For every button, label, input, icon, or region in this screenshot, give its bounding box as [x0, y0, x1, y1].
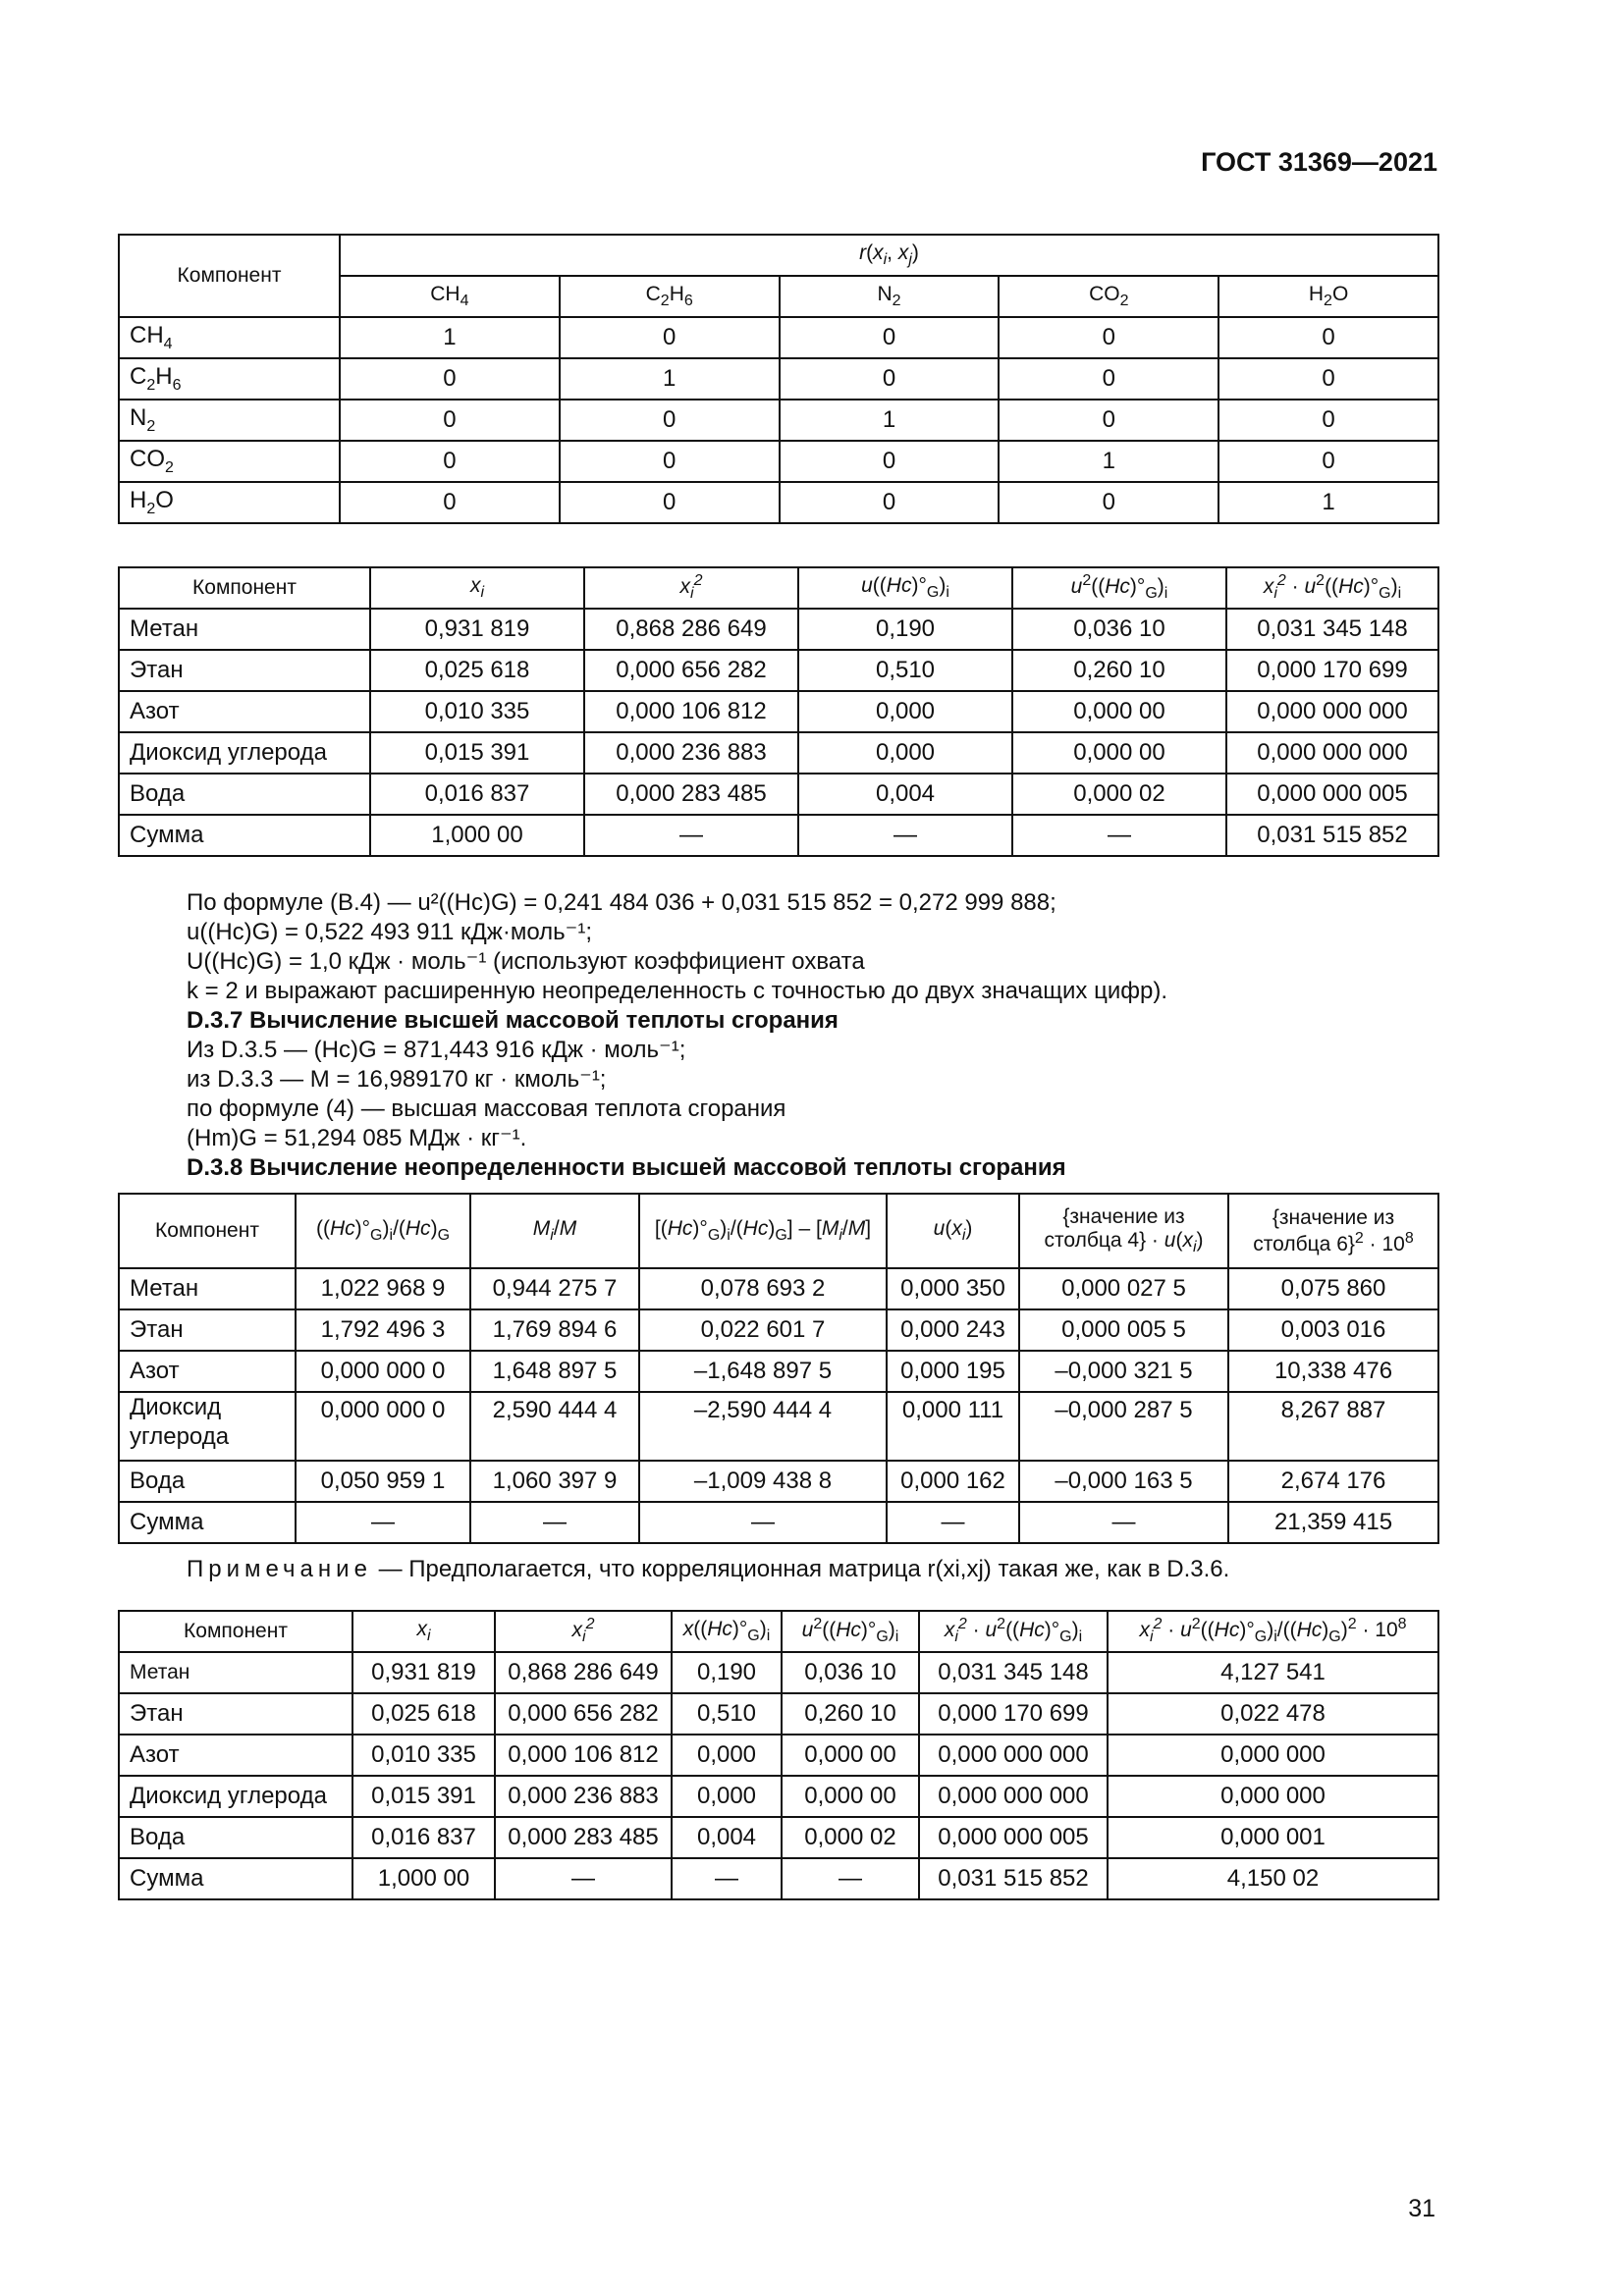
cell: 1,000 00	[352, 1858, 495, 1899]
cell: 0,000 000 005	[1226, 774, 1438, 815]
cell: 0,000 195	[887, 1351, 1019, 1392]
note-label: Примечание	[187, 1556, 372, 1582]
cell: 0,031 345 148	[1226, 609, 1438, 650]
cell: 0,000 111	[887, 1392, 1019, 1461]
table-row	[119, 1309, 1438, 1351]
column-header: $x_i^2 \cdot u^2((Hc)^\circ_G)_i/((Hc)_G)^2 \cdot 10^8$	[1108, 1611, 1438, 1652]
cell: –1,648 897 5	[639, 1351, 887, 1392]
uncertainty-table-molar	[118, 566, 1439, 857]
cell: 0,025 618	[352, 1693, 495, 1735]
cell: Азот	[119, 1351, 296, 1392]
table-row	[119, 1351, 1438, 1392]
cell: 4,150 02	[1108, 1858, 1438, 1899]
column-header: {значение из столбца $6\}^2 \cdot 10^8$	[1228, 1194, 1438, 1268]
cell: 0	[999, 400, 1218, 441]
cell: 0,000 656 282	[495, 1693, 672, 1735]
document-header: ГОСТ 31369—2021	[1201, 147, 1437, 177]
cell: 0,000 106 812	[495, 1735, 672, 1776]
cell: —	[798, 815, 1012, 856]
cell: 0	[1218, 358, 1438, 400]
text-line: По формуле (В.4) — u²((Hc)G) = 0,241 484 036 + 0,031 515 852 = 0,272 999 888;	[187, 889, 1056, 916]
text-line: по формуле (4) — высшая массовая теплота сгорания	[187, 1095, 786, 1122]
cell: 0,944 275 7	[470, 1268, 639, 1309]
cell: 0,000 000 005	[919, 1817, 1108, 1858]
cell: 0,004	[798, 774, 1012, 815]
column-header: $x_i^2$	[495, 1611, 672, 1652]
cell: 1	[999, 441, 1218, 482]
table-row	[119, 441, 1438, 482]
cell: 0,000 283 485	[584, 774, 798, 815]
table-row	[119, 1461, 1438, 1502]
cell: 0,000 00	[1012, 732, 1226, 774]
cell: 0	[560, 400, 780, 441]
cell: 1	[1218, 482, 1438, 523]
cell: 0,000 283 485	[495, 1817, 672, 1858]
cell: —	[470, 1502, 639, 1543]
cell: 0,000 00	[782, 1776, 919, 1817]
column-header: $N_2$	[780, 276, 1000, 317]
column-header: $x_i$	[352, 1611, 495, 1652]
cell: Сумма	[119, 1502, 296, 1543]
mass-uncertainty-table	[118, 1193, 1439, 1544]
cell: 0,010 335	[352, 1735, 495, 1776]
cell: 1	[340, 317, 560, 358]
text-line: Из D.3.5 — (Hc)G = 871,443 916 кДж · моль⁻¹;	[187, 1037, 686, 1063]
row-label: $H_2O$	[119, 482, 340, 523]
cell: 0,000 005 5	[1019, 1309, 1228, 1351]
cell: Метан	[119, 609, 370, 650]
cell: 0,000 000 0	[296, 1351, 470, 1392]
cell: Вода	[119, 774, 370, 815]
cell: 0	[1218, 400, 1438, 441]
cell: 0	[999, 482, 1218, 523]
cell: 0,868 286 649	[584, 609, 798, 650]
cell: 1,792 496 3	[296, 1309, 470, 1351]
cell: 0,000 02	[1012, 774, 1226, 815]
table-row	[119, 732, 1438, 774]
cell: 1,648 897 5	[470, 1351, 639, 1392]
relative-uncertainty-table	[118, 1610, 1439, 1900]
cell: Азот	[119, 1735, 352, 1776]
table-row	[119, 609, 1438, 650]
column-header: $x_i^2 \cdot u^2((Hc)^\circ_G)_i$	[1226, 567, 1438, 609]
cell: 1,022 968 9	[296, 1268, 470, 1309]
cell: 0,015 391	[370, 732, 584, 774]
cell: 0,022 478	[1108, 1693, 1438, 1735]
cell: 0,000 656 282	[584, 650, 798, 691]
correlation-table	[118, 234, 1439, 524]
cell: 0	[780, 317, 1000, 358]
cell: 0,000 000 000	[1226, 691, 1438, 732]
corner-header: Компонент	[119, 235, 340, 317]
cell: 0,190	[798, 609, 1012, 650]
cell: Сумма	[119, 1858, 352, 1899]
cell: Диоксид углерода	[119, 732, 370, 774]
cell: 0,031 345 148	[919, 1652, 1108, 1693]
cell: 0	[340, 482, 560, 523]
cell: 0,000	[672, 1735, 782, 1776]
column-header: $x_i^2$	[584, 567, 798, 609]
text-block	[187, 888, 1167, 1183]
column-header: $H_2O$	[1218, 276, 1438, 317]
cell: 0	[999, 317, 1218, 358]
cell: 0,000 000 0	[296, 1392, 470, 1461]
cell: 0	[560, 317, 780, 358]
table-row	[119, 1776, 1438, 1817]
table-row	[119, 650, 1438, 691]
cell: 10,338 476	[1228, 1351, 1438, 1392]
cell: 0,031 515 852	[1226, 815, 1438, 856]
cell: 0,000 00	[782, 1735, 919, 1776]
cell: Этан	[119, 1309, 296, 1351]
cell: 0,510	[798, 650, 1012, 691]
row-label: $CH_4$	[119, 317, 340, 358]
cell: 8,267 887	[1228, 1392, 1438, 1461]
cell: 0	[340, 441, 560, 482]
table-row	[119, 1268, 1438, 1309]
cell: 0,010 335	[370, 691, 584, 732]
table-row	[119, 400, 1438, 441]
note	[187, 1556, 1229, 1583]
cell: 0,868 286 649	[495, 1652, 672, 1693]
cell: 0,000 000 000	[1226, 732, 1438, 774]
page-number: 31	[1408, 2195, 1435, 2222]
cell: 0,050 959 1	[296, 1461, 470, 1502]
cell: Диоксид углерода	[119, 1776, 352, 1817]
column-header: $((Hc)^\circ_G)_i/(Hc)_G$	[296, 1194, 470, 1268]
cell: 0,000 350	[887, 1268, 1019, 1309]
column-header: $x((Hc)^\circ_G)_i$	[672, 1611, 782, 1652]
cell: 0,000	[798, 691, 1012, 732]
text-line: u((Hc)G) = 0,522 493 911 кДж·моль⁻¹;	[187, 919, 592, 945]
cell: —	[296, 1502, 470, 1543]
table-row	[119, 1392, 1438, 1461]
cell: 0,016 837	[352, 1817, 495, 1858]
column-header: Компонент	[119, 1194, 296, 1268]
cell: 0,000 000 000	[919, 1735, 1108, 1776]
column-header: Компонент	[119, 567, 370, 609]
cell: 0,931 819	[370, 609, 584, 650]
cell: —	[1012, 815, 1226, 856]
column-header: $[(Hc)^\circ_G)_i/(Hc)_G] - [M_i/M]$	[639, 1194, 887, 1268]
cell: 0,075 860	[1228, 1268, 1438, 1309]
cell: —	[584, 815, 798, 856]
cell: 0,016 837	[370, 774, 584, 815]
cell: 1,000 00	[370, 815, 584, 856]
cell: 0,260 10	[1012, 650, 1226, 691]
cell: –0,000 163 5	[1019, 1461, 1228, 1502]
row-label: $N_2$	[119, 400, 340, 441]
cell: 0	[340, 358, 560, 400]
cell: Азот	[119, 691, 370, 732]
cell: 2,674 176	[1228, 1461, 1438, 1502]
row-label: $CO_2$	[119, 441, 340, 482]
column-header: $CH_4$	[340, 276, 560, 317]
text-line: (Hm)G = 51,294 085 МДж · кг⁻¹.	[187, 1125, 527, 1151]
group-header: $r(x_i$, $x_j$)	[340, 235, 1438, 276]
column-header: $u(x_i)$	[887, 1194, 1019, 1268]
cell: —	[887, 1502, 1019, 1543]
column-header: $CO_2$	[999, 276, 1218, 317]
table-row	[119, 815, 1438, 856]
cell: 0	[1218, 441, 1438, 482]
note-text: — Предполагается, что корреляционная матрица r(xi,xj) такая же, как в D.3.6.	[371, 1556, 1230, 1582]
cell: —	[639, 1502, 887, 1543]
cell: 1	[560, 358, 780, 400]
cell: Метан	[119, 1268, 296, 1309]
cell: 0,000 236 883	[495, 1776, 672, 1817]
table-row	[119, 1502, 1438, 1543]
table-row	[119, 1858, 1438, 1899]
cell: 0	[780, 358, 1000, 400]
cell: —	[782, 1858, 919, 1899]
cell: 0,000	[672, 1776, 782, 1817]
cell: 0,031 515 852	[919, 1858, 1108, 1899]
column-header: Компонент	[119, 1611, 352, 1652]
cell: —	[1019, 1502, 1228, 1543]
cell: 1,769 894 6	[470, 1309, 639, 1351]
cell: 0,000 000	[1108, 1776, 1438, 1817]
cell: 0	[560, 441, 780, 482]
cell: 0	[780, 441, 1000, 482]
text-line: из D.3.3 — M = 16,989170 кг · кмоль⁻¹;	[187, 1066, 607, 1093]
cell: 0	[340, 400, 560, 441]
cell: Вода	[119, 1461, 296, 1502]
cell: 0,015 391	[352, 1776, 495, 1817]
table-row	[119, 1817, 1438, 1858]
cell: Сумма	[119, 815, 370, 856]
cell: 21,359 415	[1228, 1502, 1438, 1543]
cell: 0,931 819	[352, 1652, 495, 1693]
row-label: $C_2H_6$	[119, 358, 340, 400]
cell: 0,510	[672, 1693, 782, 1735]
cell: 0,000 236 883	[584, 732, 798, 774]
cell: 0,000 00	[1012, 691, 1226, 732]
section-heading: D.3.8 Вычисление неопределенности высшей массовой теплоты сгорания	[187, 1154, 1066, 1181]
column-header: $u((Hc)^\circ_G)_i$	[798, 567, 1012, 609]
cell: 0	[1218, 317, 1438, 358]
cell: 0,000 02	[782, 1817, 919, 1858]
cell: 0,000	[798, 732, 1012, 774]
table-row	[119, 691, 1438, 732]
cell: —	[495, 1858, 672, 1899]
column-header: $x_i^2 \cdot u^2((Hc)^\circ_G)_i$	[919, 1611, 1108, 1652]
cell: 2,590 444 4	[470, 1392, 639, 1461]
cell: Диоксид углерода	[119, 1392, 296, 1461]
cell: –0,000 321 5	[1019, 1351, 1228, 1392]
cell: 4,127 541	[1108, 1652, 1438, 1693]
cell: Этан	[119, 1693, 352, 1735]
cell: 0,000 027 5	[1019, 1268, 1228, 1309]
column-header: $M_i/M$	[470, 1194, 639, 1268]
table-row	[119, 1735, 1438, 1776]
cell: –2,590 444 4	[639, 1392, 887, 1461]
cell: 0,000 162	[887, 1461, 1019, 1502]
cell: Метан	[119, 1652, 352, 1693]
cell: 0,004	[672, 1817, 782, 1858]
table-row	[119, 358, 1438, 400]
table-row	[119, 482, 1438, 523]
column-header: $C_2H_6$	[560, 276, 780, 317]
cell: 0,025 618	[370, 650, 584, 691]
cell: 0	[999, 358, 1218, 400]
cell: 0,000 170 699	[1226, 650, 1438, 691]
cell: 1	[780, 400, 1000, 441]
cell: 0	[560, 482, 780, 523]
cell: 0,000 000 000	[919, 1776, 1108, 1817]
cell: 0	[780, 482, 1000, 523]
cell: 0,078 693 2	[639, 1268, 887, 1309]
cell: 0,000 170 699	[919, 1693, 1108, 1735]
cell: Вода	[119, 1817, 352, 1858]
cell: 0,000 000	[1108, 1735, 1438, 1776]
cell: Этан	[119, 650, 370, 691]
cell: 0,036 10	[1012, 609, 1226, 650]
column-header: $u^2((Hc)^\circ_G)_i$	[1012, 567, 1226, 609]
cell: —	[672, 1858, 782, 1899]
table-row	[119, 317, 1438, 358]
table-row	[119, 774, 1438, 815]
text-line: k = 2 и выражают расширенную неопределенность с точностью до двух значащих цифр).	[187, 978, 1167, 1004]
cell: 0,260 10	[782, 1693, 919, 1735]
section-heading: D.3.7 Вычисление высшей массовой теплоты сгорания	[187, 1007, 839, 1034]
text-line: U((Hc)G) = 1,0 кДж · моль⁻¹ (используют коэффициент охвата	[187, 948, 865, 975]
column-header: $x_i$	[370, 567, 584, 609]
column-header: $u^2((Hc)^\circ_G)_i$	[782, 1611, 919, 1652]
cell: 1,060 397 9	[470, 1461, 639, 1502]
cell: –0,000 287 5	[1019, 1392, 1228, 1461]
cell: –1,009 438 8	[639, 1461, 887, 1502]
cell: 0,000 001	[1108, 1817, 1438, 1858]
cell: 0,003 016	[1228, 1309, 1438, 1351]
cell: 0,036 10	[782, 1652, 919, 1693]
table-row	[119, 1652, 1438, 1693]
cell: 0,190	[672, 1652, 782, 1693]
cell: 0,022 601 7	[639, 1309, 887, 1351]
cell: 0,000 243	[887, 1309, 1019, 1351]
column-header: {значение из столбца $4\} \cdot u(x_i)$	[1019, 1194, 1228, 1268]
table-row	[119, 1693, 1438, 1735]
cell: 0,000 106 812	[584, 691, 798, 732]
